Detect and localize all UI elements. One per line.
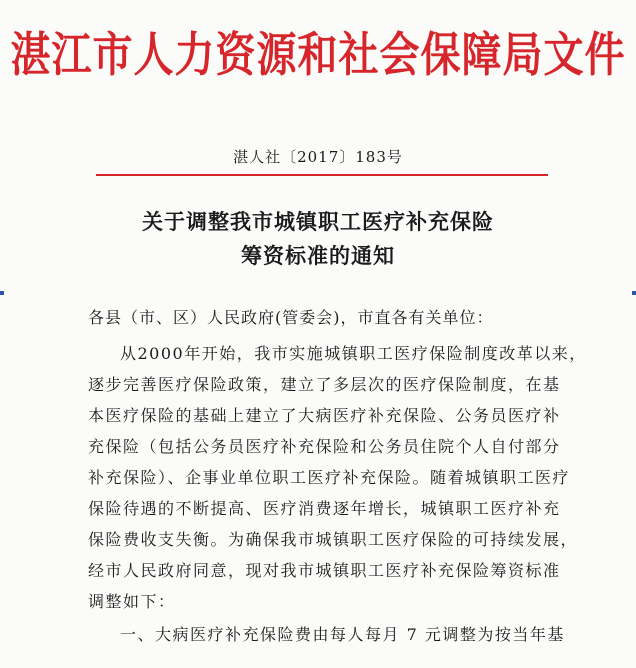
body-line: 充保险（包括公务员医疗补充保险和公务员住院个人自付部分 <box>88 437 561 456</box>
body-line: 逐步完善医疗保险政策，建立了多层次的医疗保险制度，在基 <box>88 375 561 394</box>
body-line: 保险待遇的不断提高、医疗消费逐年增长，城镇职工医疗补充 <box>88 499 561 518</box>
masthead-title: 湛江市人力资源和社会保障局文件 <box>10 28 626 83</box>
body-line: 补充保险）、企事业单位职工医疗补充保险。随着城镇职工医疗 <box>88 468 571 487</box>
right-edge-mark <box>632 291 636 295</box>
notice-title-line-1: 关于调整我市城镇职工医疗补充保险 <box>142 209 494 234</box>
body-line: 本医疗保险的基础上建立了大病医疗补充保险、公务员医疗补 <box>88 406 561 425</box>
left-edge-mark <box>0 291 4 295</box>
red-divider-line <box>96 174 548 176</box>
body-line: 一、大病医疗补充保险费由每人每月 7 元调整为按当年基 <box>120 625 565 644</box>
document-number: 湛人社〔2017〕183号 <box>233 148 403 166</box>
body-line: 保险费收支失衡。为确保我市城镇职工医疗保险的可持续发展， <box>88 530 579 549</box>
body-line: 调整如下： <box>88 592 176 611</box>
salutation: 各县（市、区）人民政府(管委会)，市直各有关单位： <box>88 308 494 327</box>
body-line: 经市人民政府同意，现对我市城镇职工医疗补充保险筹资标准 <box>88 561 561 580</box>
notice-title-line-2: 筹资标准的通知 <box>241 243 395 268</box>
body-line: 从2000年开始，我市实施城镇职工医疗保险制度改革以来， <box>120 344 587 363</box>
